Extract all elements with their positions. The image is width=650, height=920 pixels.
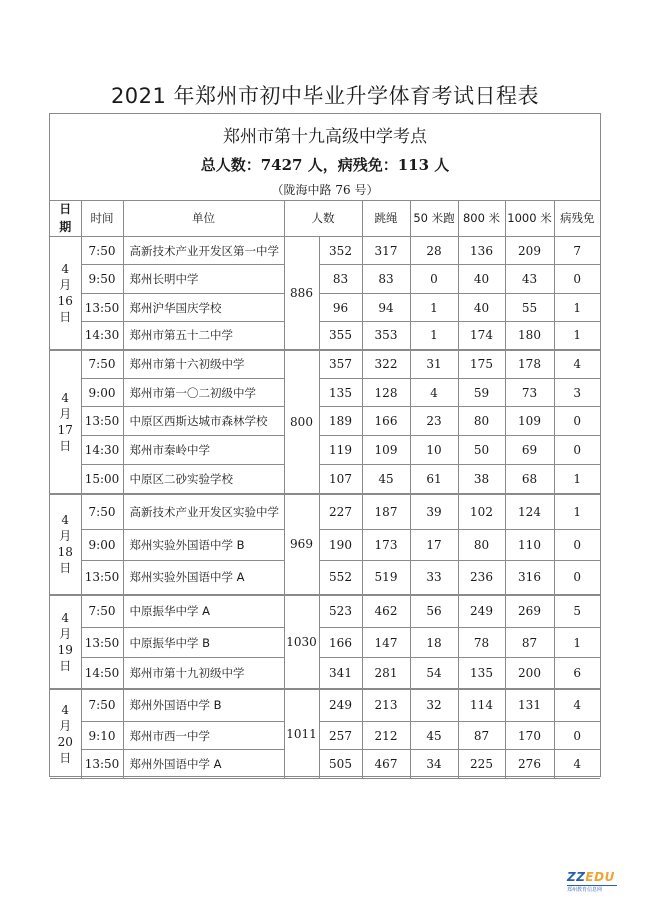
m800-cell: 174	[458, 322, 505, 350]
m1000-cell: 276	[505, 750, 554, 779]
time-cell: 7:50	[81, 237, 123, 265]
m1000-cell: 269	[505, 595, 554, 628]
count-cell: 190	[319, 530, 362, 561]
time-cell: 7:50	[81, 350, 123, 379]
exempt-cell: 1	[554, 322, 600, 350]
rope-cell: 45	[362, 465, 410, 494]
date-char: 16	[57, 293, 73, 308]
exempt-cell: 4	[554, 350, 600, 379]
time-cell: 14:50	[81, 658, 123, 689]
unit-cell: 郑州市西一中学	[123, 722, 284, 750]
m50-cell: 34	[410, 750, 458, 779]
count-cell: 257	[319, 722, 362, 750]
rope-cell: 128	[362, 379, 410, 407]
exempt-cell: 0	[554, 530, 600, 561]
subtotal-cell: 800	[284, 350, 319, 494]
exempt-cell: 0	[554, 722, 600, 750]
exempt-cell: 0	[554, 407, 600, 436]
time-cell: 13:50	[81, 294, 123, 322]
table-row	[50, 530, 600, 561]
table-row	[50, 350, 600, 379]
count-cell: 166	[319, 628, 362, 658]
table-row	[50, 722, 600, 750]
logo-mark: ZZEDU	[567, 870, 615, 884]
unit-cell: 郑州外国语中学 B	[123, 689, 284, 722]
col-header-date-char: 期	[59, 220, 72, 234]
table-row	[50, 265, 600, 294]
rope-cell: 281	[362, 658, 410, 689]
zzedu-logo	[567, 870, 617, 902]
time-cell: 14:30	[81, 436, 123, 465]
unit-cell: 郑州市第五十二中学	[123, 322, 284, 350]
rope-cell: 83	[362, 265, 410, 294]
m1000-cell: 209	[505, 237, 554, 265]
exempt-cell: 4	[554, 750, 600, 779]
col-header-rope: 跳绳	[362, 200, 410, 237]
date-char: 月	[59, 626, 72, 641]
exempt-cell: 6	[554, 658, 600, 689]
m800-cell: 50	[458, 436, 505, 465]
m1000-cell: 43	[505, 265, 554, 294]
m800-cell: 59	[458, 379, 505, 407]
exempt-cell: 1	[554, 294, 600, 322]
date-char: 月	[59, 718, 72, 733]
count-cell: 227	[319, 494, 362, 530]
m800-cell: 78	[458, 628, 505, 658]
count-cell: 119	[319, 436, 362, 465]
table-row	[50, 237, 600, 265]
m50-cell: 33	[410, 561, 458, 595]
date-char: 4	[61, 261, 70, 276]
time-cell: 9:10	[81, 722, 123, 750]
count-cell: 96	[319, 294, 362, 322]
unit-cell: 郑州外国语中学 A	[123, 750, 284, 779]
exempt-cell: 1	[554, 465, 600, 494]
m50-cell: 4	[410, 379, 458, 407]
col-header-exempt: 病残免	[554, 200, 600, 237]
rope-cell: 94	[362, 294, 410, 322]
table-row	[50, 561, 600, 595]
m50-cell: 61	[410, 465, 458, 494]
col-header-50m: 50 米跑	[410, 200, 458, 237]
col-header-date	[50, 200, 81, 237]
subtotal-cell: 1030	[284, 595, 319, 689]
col-header-unit: 单位	[123, 200, 284, 237]
table-row	[50, 379, 600, 407]
rope-cell: 213	[362, 689, 410, 722]
unit-cell: 中原区二砂实验学校	[123, 465, 284, 494]
col-header-time: 时间	[81, 200, 123, 237]
m50-cell: 1	[410, 322, 458, 350]
m1000-cell: 316	[505, 561, 554, 595]
exempt-cell: 0	[554, 265, 600, 294]
rope-cell: 147	[362, 628, 410, 658]
date-cell	[50, 689, 81, 779]
venue-header	[50, 114, 600, 201]
rope-cell: 212	[362, 722, 410, 750]
date-char: 4	[61, 513, 70, 527]
col-header-800m: 800 米	[458, 200, 505, 237]
count-cell: 505	[319, 750, 362, 779]
rope-cell: 467	[362, 750, 410, 779]
date-char: 月	[59, 406, 72, 421]
table-row	[50, 322, 600, 350]
m1000-cell: 170	[505, 722, 554, 750]
m800-cell: 249	[458, 595, 505, 628]
m800-cell: 87	[458, 722, 505, 750]
m800-cell: 38	[458, 465, 505, 494]
exempt-cell: 7	[554, 237, 600, 265]
rope-cell: 353	[362, 322, 410, 350]
col-header-date-char: 日	[59, 202, 72, 216]
date-cell	[50, 494, 81, 595]
rope-cell: 109	[362, 436, 410, 465]
count-cell: 523	[319, 595, 362, 628]
m800-cell: 175	[458, 350, 505, 379]
m50-cell: 45	[410, 722, 458, 750]
rope-cell: 173	[362, 530, 410, 561]
unit-cell: 高新技术产业开发区实验中学	[123, 494, 284, 530]
unit-cell: 中原振华中学 A	[123, 595, 284, 628]
count-cell: 352	[319, 237, 362, 265]
date-cell	[50, 595, 81, 689]
m50-cell: 10	[410, 436, 458, 465]
m50-cell: 1	[410, 294, 458, 322]
table-row	[50, 750, 600, 779]
count-cell: 83	[319, 265, 362, 294]
date-char: 日	[59, 658, 72, 673]
subtotal-cell: 969	[284, 494, 319, 595]
table-row	[50, 407, 600, 436]
header-row	[50, 200, 600, 237]
m1000-cell: 55	[505, 294, 554, 322]
table-row	[50, 628, 600, 658]
m1000-cell: 124	[505, 494, 554, 530]
date-cell	[50, 350, 81, 494]
time-cell: 9:00	[81, 530, 123, 561]
count-cell: 135	[319, 379, 362, 407]
m50-cell: 31	[410, 350, 458, 379]
m50-cell: 18	[410, 628, 458, 658]
exempt-cell: 1	[554, 494, 600, 530]
totals-summary: 总人数：7427 人，病残免：113 人	[200, 156, 450, 174]
rope-cell: 166	[362, 407, 410, 436]
exempt-cell: 3	[554, 379, 600, 407]
time-cell: 9:50	[81, 265, 123, 294]
time-cell: 7:50	[81, 595, 123, 628]
schedule-table	[50, 200, 600, 779]
m1000-cell: 180	[505, 322, 554, 350]
time-cell: 7:50	[81, 689, 123, 722]
date-char: 日	[59, 750, 72, 765]
count-cell: 341	[319, 658, 362, 689]
m800-cell: 40	[458, 265, 505, 294]
table-row	[50, 595, 600, 628]
m50-cell: 0	[410, 265, 458, 294]
rope-cell: 187	[362, 494, 410, 530]
m800-cell: 80	[458, 407, 505, 436]
m1000-cell: 68	[505, 465, 554, 494]
m800-cell: 135	[458, 658, 505, 689]
m1000-cell: 87	[505, 628, 554, 658]
unit-cell: 郑州沪华国庆学校	[123, 294, 284, 322]
count-cell: 107	[319, 465, 362, 494]
unit-cell: 中原振华中学 B	[123, 628, 284, 658]
count-cell: 355	[319, 322, 362, 350]
logo-subtitle: 郑州教育信息网	[567, 885, 617, 893]
col-header-1000m: 1000 米	[505, 200, 554, 237]
date-char: 月	[59, 529, 72, 543]
m1000-cell: 131	[505, 689, 554, 722]
rope-cell: 462	[362, 595, 410, 628]
time-cell: 13:50	[81, 628, 123, 658]
unit-cell: 郑州市秦岭中学	[123, 436, 284, 465]
date-char: 19	[57, 642, 73, 657]
date-char: 17	[57, 422, 73, 437]
subtotal-cell: 886	[284, 237, 319, 350]
table-row	[50, 689, 600, 722]
exempt-cell: 0	[554, 561, 600, 595]
date-char: 月	[59, 277, 72, 292]
date-char: 日	[59, 561, 72, 575]
m50-cell: 32	[410, 689, 458, 722]
m1000-cell: 200	[505, 658, 554, 689]
date-char: 20	[57, 734, 73, 749]
rope-cell: 519	[362, 561, 410, 595]
page-title: 2021 年郑州市初中毕业升学体育考试日程表	[110, 84, 540, 108]
table-row	[50, 294, 600, 322]
m800-cell: 114	[458, 689, 505, 722]
exempt-cell: 4	[554, 689, 600, 722]
date-char: 18	[57, 545, 73, 559]
m1000-cell: 110	[505, 530, 554, 561]
count-cell: 357	[319, 350, 362, 379]
count-cell: 552	[319, 561, 362, 595]
date-char: 4	[61, 610, 70, 625]
unit-cell: 郑州市第十九初级中学	[123, 658, 284, 689]
m1000-cell: 178	[505, 350, 554, 379]
time-cell: 13:50	[81, 561, 123, 595]
date-char: 日	[59, 438, 72, 453]
col-header-count: 人数	[284, 200, 362, 237]
date-char: 4	[61, 390, 70, 405]
rope-cell: 317	[362, 237, 410, 265]
rope-cell: 322	[362, 350, 410, 379]
venue-name: 郑州市第十九高级中学考点	[223, 127, 427, 147]
m800-cell: 102	[458, 494, 505, 530]
table-row	[50, 494, 600, 530]
time-cell: 13:50	[81, 407, 123, 436]
unit-cell: 高新技术产业开发区第一中学	[123, 237, 284, 265]
subtotal-cell: 1011	[284, 689, 319, 779]
unit-cell: 郑州实验外国语中学 A	[123, 561, 284, 595]
unit-cell: 郑州市第一〇二初级中学	[123, 379, 284, 407]
time-cell: 7:50	[81, 494, 123, 530]
m800-cell: 80	[458, 530, 505, 561]
time-cell: 9:00	[81, 379, 123, 407]
time-cell: 13:50	[81, 750, 123, 779]
date-char: 日	[59, 309, 72, 324]
m50-cell: 39	[410, 494, 458, 530]
m800-cell: 225	[458, 750, 505, 779]
m1000-cell: 109	[505, 407, 554, 436]
unit-cell: 郑州长明中学	[123, 265, 284, 294]
unit-cell: 郑州实验外国语中学 B	[123, 530, 284, 561]
m1000-cell: 73	[505, 379, 554, 407]
m50-cell: 28	[410, 237, 458, 265]
m50-cell: 17	[410, 530, 458, 561]
table-row	[50, 658, 600, 689]
date-char: 4	[61, 702, 70, 717]
m800-cell: 136	[458, 237, 505, 265]
m800-cell: 236	[458, 561, 505, 595]
m50-cell: 56	[410, 595, 458, 628]
m50-cell: 54	[410, 658, 458, 689]
time-cell: 15:00	[81, 465, 123, 494]
table-row	[50, 436, 600, 465]
unit-cell: 中原区西斯达城市森林学校	[123, 407, 284, 436]
exempt-cell: 1	[554, 628, 600, 658]
time-cell: 14:30	[81, 322, 123, 350]
count-cell: 249	[319, 689, 362, 722]
unit-cell: 郑州市第十六初级中学	[123, 350, 284, 379]
date-cell	[50, 237, 81, 350]
exempt-cell: 0	[554, 436, 600, 465]
exempt-cell: 5	[554, 595, 600, 628]
schedule-sheet	[49, 113, 601, 777]
m1000-cell: 69	[505, 436, 554, 465]
m800-cell: 40	[458, 294, 505, 322]
table-row	[50, 465, 600, 494]
m50-cell: 23	[410, 407, 458, 436]
count-cell: 189	[319, 407, 362, 436]
venue-address: （陇海中路 76 号）	[271, 183, 379, 197]
